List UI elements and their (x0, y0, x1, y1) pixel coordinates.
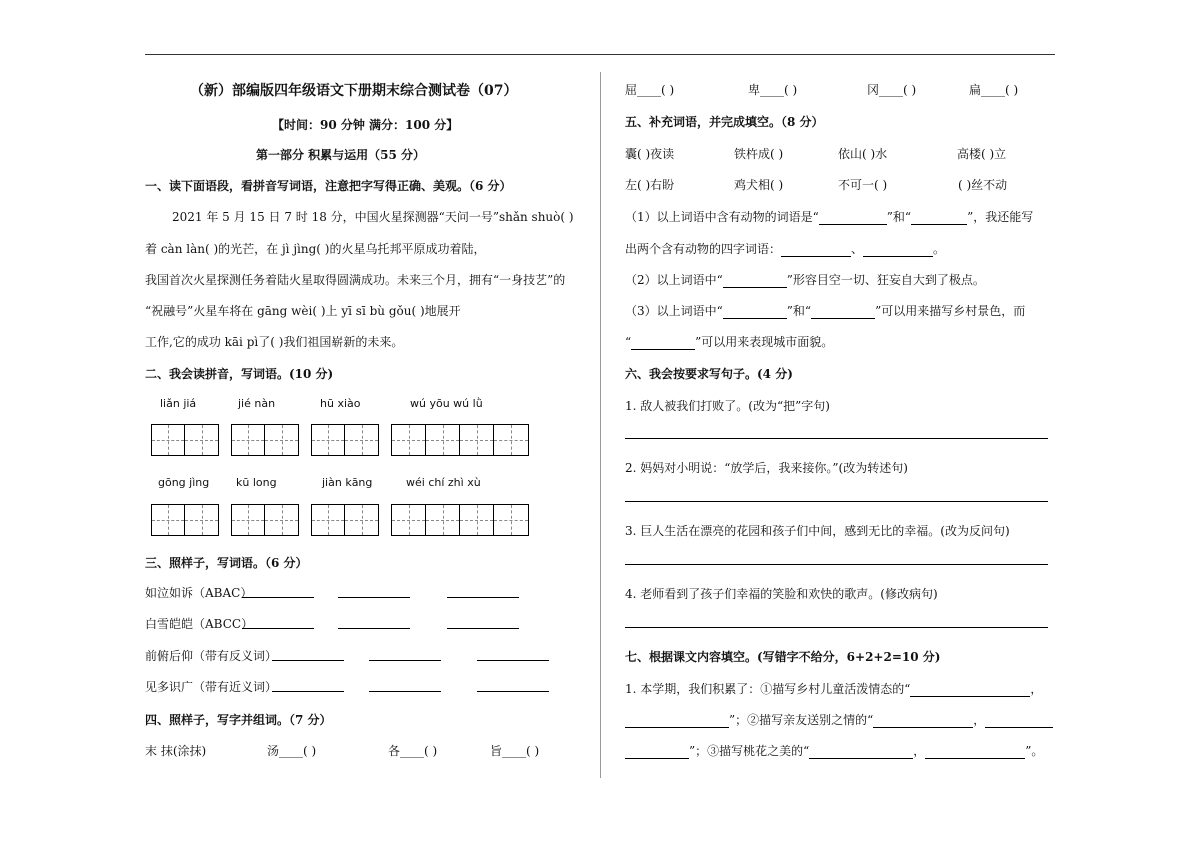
answer-line[interactable] (447, 628, 519, 629)
example-word: 如泣如诉（ABAC） (145, 586, 253, 600)
char-item[interactable]: 旨____( ) (490, 744, 540, 758)
idiom-item[interactable]: 铁杵成( ) (734, 147, 784, 161)
char-item[interactable]: 屈____( ) (625, 83, 675, 97)
answer-line[interactable] (447, 597, 519, 598)
answer-line[interactable] (477, 691, 549, 692)
section1-heading: 一、读下面语段，看拼音写词语，注意把字写得正确、美观。（6 分） (145, 179, 512, 193)
passage-line-3: 我国首次火星探测任务着陆火星取得圆满成功。未来三个月，拥有“一身技艺”的 (145, 273, 566, 287)
pinyin-label: liǎn jiá (160, 397, 197, 410)
top-rule (145, 54, 1055, 55)
idiom-item[interactable]: 不可一( ) (838, 178, 888, 192)
section4-heading: 四、照样子，写字并组词。（7 分） (145, 713, 332, 727)
blank[interactable] (985, 713, 1053, 728)
page-title: （新）部编版四年级语文下册期末综合测试卷（07） (190, 83, 518, 99)
blank[interactable] (723, 273, 787, 288)
blank[interactable] (811, 304, 875, 319)
blank[interactable] (910, 682, 1030, 697)
sentence-task: 2. 妈妈对小明说：“放学后，我来接你。”(改为转述句) (625, 461, 908, 475)
writing-grid[interactable] (311, 424, 379, 456)
blank[interactable] (631, 335, 695, 350)
poem-fill-line-3: ”；③描写桃花之美的“ ， ”。 (625, 742, 1043, 759)
passage-line-4: “祝融号”火星车将在 gāng wèi( )上 yī sī bù gǒu( )地展开 (145, 304, 461, 318)
answer-line[interactable] (369, 660, 441, 661)
char-item[interactable]: 冈____( ) (867, 83, 917, 97)
idiom-item[interactable]: 高楼( )立 (957, 147, 1007, 161)
example-word: 前俯后仰（带有反义词） (145, 649, 278, 663)
poem-fill-line-1: 1. 本学期，我们积累了：①描写乡村儿童活泼情态的“ ， (625, 682, 1043, 696)
answer-line[interactable] (369, 691, 441, 692)
writing-grid[interactable] (311, 504, 379, 536)
writing-grid[interactable] (151, 504, 219, 536)
answer-line[interactable] (242, 597, 314, 598)
answer-line[interactable] (625, 627, 1048, 628)
fill-question-3-cont: “ ”可以用来表现城市面貌。 (625, 335, 834, 349)
pinyin-label: wú yōu wú lǜ (410, 397, 483, 410)
example-char: 末 抹(涂抹) (145, 744, 207, 758)
example-word: 白雪皑皑（ABCC） (145, 617, 254, 631)
pinyin-label: kū long (236, 476, 277, 489)
idiom-item[interactable]: 依山( )水 (838, 147, 888, 161)
fill-question-1-cont: 出两个含有动物的四字词语： 、 。 (625, 242, 946, 256)
section6-heading: 六、我会按要求写句子。(4 分) (625, 367, 793, 381)
char-item[interactable]: 汤____( ) (267, 744, 317, 758)
blank[interactable] (819, 210, 887, 225)
fill-question-1: （1）以上词语中含有动物的词语是“ ”和“ ”，我还能写 (625, 210, 1034, 224)
blank[interactable] (873, 713, 973, 728)
pinyin-label: hū xiào (320, 397, 361, 410)
fill-question-2: （2）以上词语中“ ”形容目空一切、狂妄自大到了极点。 (625, 273, 985, 287)
idiom-item[interactable]: ( )丝不动 (958, 178, 1008, 192)
passage-line-5: 工作,它的成功 kāi pì了( )我们祖国崭新的未来。 (145, 335, 404, 349)
pinyin-label: jiàn kāng (322, 476, 373, 489)
fill-question-3: （3）以上词语中“ ”和“ ”可以用来描写乡村景色，而 (625, 304, 1026, 318)
answer-line[interactable] (625, 501, 1048, 502)
pinyin-label: wéi chí zhì xù (406, 476, 481, 489)
writing-grid[interactable] (231, 504, 299, 536)
blank[interactable] (781, 242, 851, 257)
part-one-heading: 第一部分 积累与运用（55 分） (256, 148, 426, 162)
section5-heading: 五、补充词语，并完成填空。（8 分） (625, 115, 824, 129)
char-item[interactable]: 卑____( ) (748, 83, 798, 97)
passage-line-2: 着 càn làn( )的光芒，在 jì jìng( )的火星乌托邦平原成功着陆， (145, 242, 486, 256)
sentence-task: 4. 老师看到了孩子们幸福的笑脸和欢快的歌声。(修改病句) (625, 587, 938, 601)
char-item[interactable]: 扁____( ) (969, 83, 1019, 97)
section2-heading: 二、我会读拼音，写词语。(10 分) (145, 367, 334, 381)
poem-fill-line-2: ”；②描写亲友送别之情的“ ， (625, 711, 1053, 728)
example-word: 见多识广（带有近义词） (145, 680, 278, 694)
blank[interactable] (863, 242, 933, 257)
char-item[interactable]: 各____( ) (388, 744, 438, 758)
time-info: 【时间：90 分钟 满分：100 分】 (272, 118, 459, 132)
idiom-item[interactable]: 左( )右盼 (625, 178, 675, 192)
column-divider (600, 72, 601, 778)
passage-line-1: 2021 年 5 月 15 日 7 时 18 分，中国火星探测器“天问一号”shǎn shuò( ) (172, 210, 574, 224)
section7-heading: 七、根据课文内容填空。(写错字不给分，6+2+2=10 分) (625, 650, 941, 664)
blank[interactable] (625, 744, 689, 759)
answer-line[interactable] (477, 660, 549, 661)
pinyin-label: gōng jìng (158, 476, 210, 489)
section3-heading: 三、照样子，写词语。（6 分） (145, 556, 308, 570)
blank[interactable] (911, 210, 967, 225)
answer-line[interactable] (625, 564, 1048, 565)
idiom-item[interactable]: 囊( )夜读 (625, 147, 675, 161)
writing-grid[interactable] (151, 424, 219, 456)
pinyin-label: jié nàn (238, 397, 276, 410)
sentence-task: 3. 巨人生活在漂亮的花园和孩子们中间，感到无比的幸福。(改为反问句) (625, 524, 1010, 538)
answer-line[interactable] (338, 597, 410, 598)
answer-line[interactable] (272, 660, 344, 661)
blank[interactable] (625, 713, 729, 728)
answer-line[interactable] (272, 691, 344, 692)
blank[interactable] (925, 744, 1025, 759)
answer-line[interactable] (338, 628, 410, 629)
idiom-item[interactable]: 鸡犬相( ) (734, 178, 784, 192)
writing-grid[interactable] (391, 504, 529, 536)
answer-line[interactable] (625, 438, 1048, 439)
writing-grid[interactable] (231, 424, 299, 456)
blank[interactable] (723, 304, 787, 319)
sentence-task: 1. 敌人被我们打败了。(改为“把”字句) (625, 399, 830, 413)
writing-grid[interactable] (391, 424, 529, 456)
blank[interactable] (809, 744, 913, 759)
answer-line[interactable] (242, 628, 314, 629)
